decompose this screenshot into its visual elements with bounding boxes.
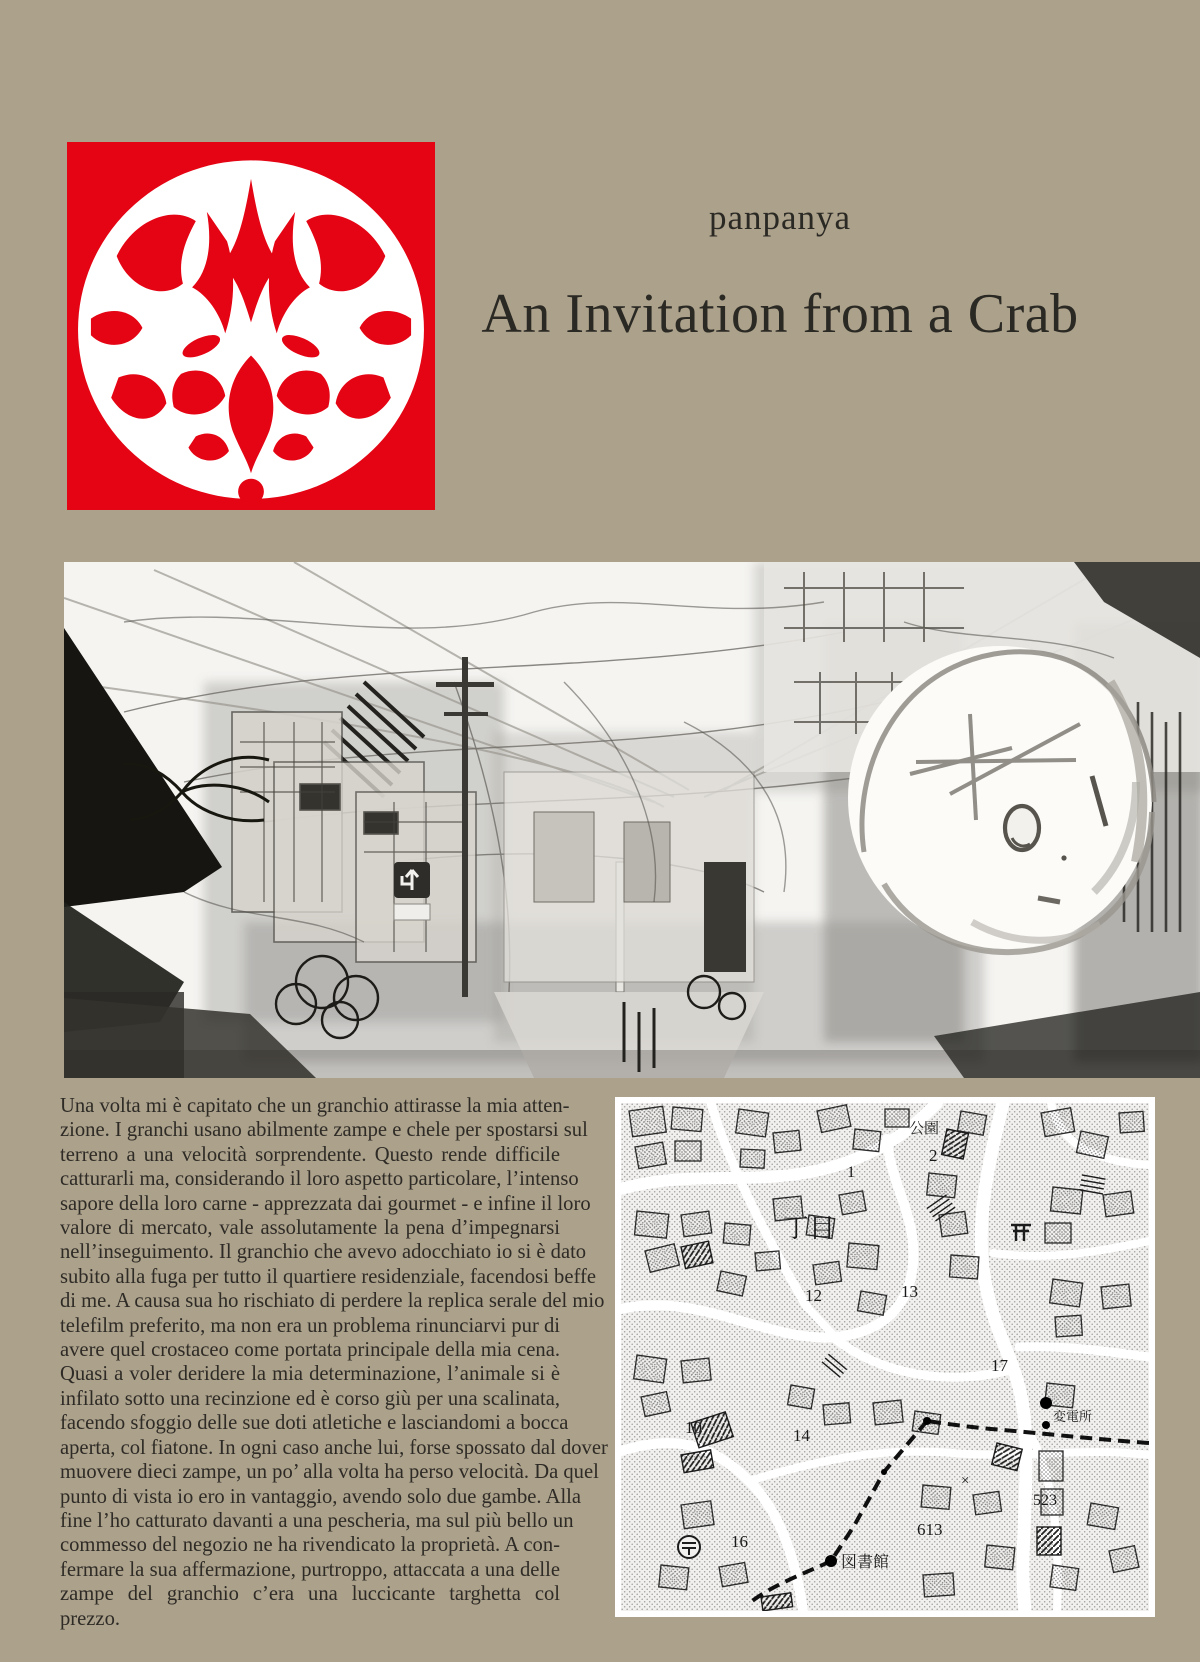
paragraph-line: fermare la sua affermazione, purtroppo, attaccata a una delle (60, 1558, 560, 1581)
paragraph-line: zampe del granchio c’era una luccicante targhetta col prezzo. (60, 1583, 560, 1630)
paragraph-line: nell’inseguimento. Il granchio che avevo adocchiato io si è dato (60, 1241, 587, 1264)
neighborhood-map (615, 1097, 1155, 1617)
paragraph-line: aperta, col fiatone. In ogni caso anche lui, forse spossato dal dover (60, 1436, 608, 1459)
route-dot (881, 1469, 887, 1475)
paragraph-line: muovere dieci zampe, un po’ alla volta ha perso velocità. Da quel (60, 1461, 599, 1484)
paragraph-line: valore di mercato, vale assolutamente la pena d’impegnarsi (60, 1217, 560, 1240)
book-title: An Invitation from a Crab (481, 283, 1079, 345)
library-dot (825, 1555, 837, 1567)
map-label-park: 公園 (909, 1119, 940, 1137)
paragraph-line: telefilm preferito, ma non era un problema rinunciarvi pur di (60, 1314, 560, 1337)
map-label-523: 523 (1033, 1492, 1057, 1509)
paragraph-line: infilato sotto una recinzione ed è corso giù per una scalinata, (60, 1387, 560, 1410)
map-label-chome: 丁目 (783, 1214, 836, 1244)
crab-emblem-icon (65, 142, 437, 510)
paragraph-line: terreno a una velocità sorprendente. Questo rende difficile (60, 1143, 560, 1166)
map-label-17: 17 (991, 1356, 1008, 1375)
map-label-x: × (961, 1473, 970, 1489)
paragraph-line: avere quel crostaceo come portata principale della mia cena. (60, 1339, 560, 1362)
paragraph-line: facendo sfoggio delle sue doti atletiche e lasciandomi a bocca (60, 1412, 569, 1435)
map-label-613: 613 (917, 1520, 943, 1539)
neighborhood-map-drawing (621, 1103, 1149, 1611)
paragraph-line: sapore della loro carne - apprezzata dai gourmet - e infine il loro (60, 1192, 591, 1215)
map-label-library: 図書館 (841, 1552, 890, 1571)
story-paragraph (60, 1094, 608, 1631)
route-dot (923, 1417, 931, 1425)
paragraph-line: fine l’ho catturato davanti a una pescheria, ma sul più bello un (60, 1509, 574, 1532)
red-crab-emblem-logo (65, 142, 437, 510)
paragraph-line: Quasi a voler deridere la mia determinazione, l’animale si è (60, 1363, 560, 1386)
paragraph-line: catturarli ma, considerando il loro aspetto particolare, l’intenso (60, 1168, 579, 1191)
paragraph-line: commesso del negozio ne ha rivendicato la proprietà. A con- (60, 1534, 560, 1557)
author-name: panpanya (708, 198, 852, 237)
map-label-2: 2 (929, 1146, 938, 1165)
substation-dot (1040, 1397, 1052, 1409)
street-sketch-illustration (64, 562, 1200, 1078)
map-label-substation: 変電所 (1053, 1410, 1093, 1425)
map-label-1: 1 (847, 1164, 855, 1181)
map-label-12: 12 (805, 1286, 822, 1305)
map-label-14: 14 (793, 1426, 810, 1445)
paragraph-line: di me. A causa sua ho rischiato di perdere la replica serale del mio (60, 1290, 605, 1313)
paragraph-line: Una volta mi è capitato che un granchio attirasse la mia atten- (60, 1095, 570, 1117)
paragraph-line: punto di vista io ero in vantaggio, avendo solo due gambe. Alla (60, 1485, 582, 1508)
map-label-13: 13 (901, 1282, 918, 1301)
street-sketch-drawing (64, 562, 1200, 1078)
title-block (430, 198, 1130, 346)
post-office-symbol (678, 1536, 700, 1558)
paragraph-line: zione. I granchi usano abilmente zampe e chele per spostarsi sul (60, 1119, 588, 1142)
route-dot (1042, 1421, 1050, 1429)
map-label-10: 10 (685, 1418, 702, 1437)
street-depth (494, 772, 764, 1078)
map-label-16: 16 (731, 1532, 748, 1551)
paragraph-line: subito alla fuga per tutto il quartiere residenziale, facendosi beffe (60, 1265, 596, 1288)
